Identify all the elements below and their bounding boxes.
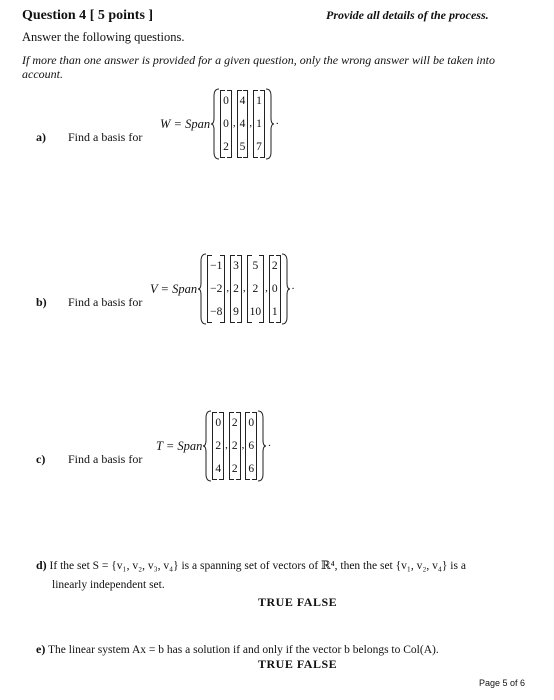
part-d-statement-cont: linearly independent set. <box>52 579 165 591</box>
page-number: Page 5 of 6 <box>479 678 526 688</box>
vector-a3: 1 1 7 <box>253 90 265 158</box>
question-points: [ 5 points ] <box>89 8 154 23</box>
part-d-label: d) <box>36 558 47 572</box>
part-a-lhs: W = Span <box>160 116 211 131</box>
question-title <box>22 8 153 24</box>
part-b-prompt: Find a basis for <box>68 295 143 309</box>
vector-a1: 0 0 2 <box>220 90 232 158</box>
left-brace-icon <box>210 88 220 160</box>
right-brace-icon <box>257 410 267 482</box>
part-d-statement: If the set S = {v₁, v₂, v₃, v₄} is a spanning set of vectors of ℝ⁴, then the set {v₁, v₂, v₄} is a <box>49 560 466 572</box>
part-b-lhs: V = Span <box>150 281 198 296</box>
part-c-label: c) <box>36 452 46 466</box>
vector-b1: −1 −2 −8 <box>207 255 225 323</box>
part-c-equation: T = Span 0 2 4 , 2 2 2 , 0 6 6 . <box>156 410 272 482</box>
part-c-prompt: Find a basis for <box>68 452 143 466</box>
part-c-lhs: T = Span <box>156 438 203 453</box>
left-brace-icon <box>197 253 207 325</box>
part-d <box>36 556 536 576</box>
part-e-label: e) <box>36 642 46 656</box>
question-number: Question 4 <box>22 8 87 23</box>
right-brace-icon <box>265 88 275 160</box>
part-a-prompt: Find a basis for <box>68 130 143 144</box>
intro-text: Answer the following questions. <box>22 30 185 44</box>
instruction-text: Provide all details of the process. <box>326 8 489 22</box>
right-brace-icon <box>281 253 291 325</box>
part-d-true-false: TRUE FALSE <box>258 595 338 609</box>
part-e-true-false: TRUE FALSE <box>258 657 338 671</box>
part-e-statement: The linear system Ax = b has a solution if and only if the vector b belongs to Col(A). <box>48 644 439 656</box>
vector-a2: 4 4 5 <box>237 90 249 158</box>
vector-b4: 2 0 1 <box>269 255 281 323</box>
warning-text: If more than one answer is provided for a given question, only the wrong answer will be taken into account. <box>22 53 495 81</box>
vector-c3: 0 6 6 <box>245 412 257 480</box>
part-a-label: a) <box>36 130 46 144</box>
part-b-label: b) <box>36 295 47 309</box>
vector-c1: 0 2 4 <box>212 412 224 480</box>
vector-b2: 3 2 9 <box>230 255 242 323</box>
left-brace-icon <box>202 410 212 482</box>
vector-c2: 2 2 2 <box>229 412 241 480</box>
vector-b3: 5 2 10 <box>247 255 265 323</box>
part-b-equation: V = Span −1 −2 −8 , 3 2 9 , 5 2 10 , 2 0 1 . <box>150 253 295 325</box>
part-a-equation: W = Span 0 0 2 , 4 4 5 , 1 1 7 . <box>160 88 280 160</box>
